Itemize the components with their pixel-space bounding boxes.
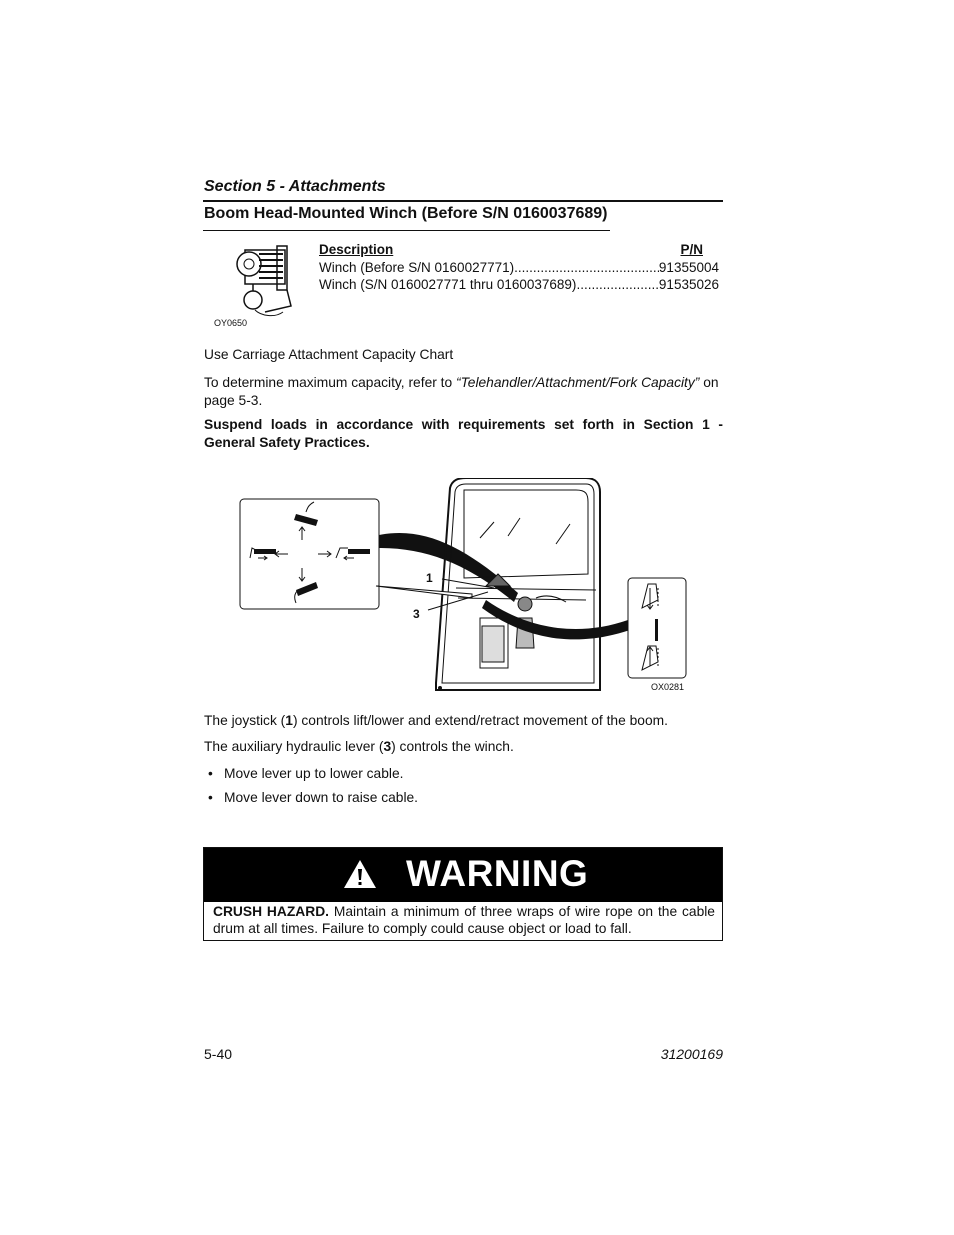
leader-dots [576,276,658,293]
capacity-chart-note: Use Carriage Attachment Capacity Chart [204,347,454,362]
warning-text [213,903,715,937]
reference-text-b: on page 5-3. [204,375,719,408]
aux-text-a: The auxiliary hydraulic lever ( [204,739,384,754]
joystick-text-a: The joystick ( [204,713,286,728]
joystick-number: 1 [285,713,293,728]
warning-box [203,847,723,941]
reference-text-a: To determine maximum capacity, refer to [204,375,457,390]
bullet-text: Move lever down to raise cable. [224,790,419,805]
title-underline [203,230,610,231]
bullet-icon: • [208,766,213,781]
safety-instruction: Suspend loads in accordance with requirements set forth in Section 1 - General Safety Practices. [204,417,723,450]
cab-controls-illustration [236,478,688,700]
part-description: Winch (Before S/N 0160027771) [319,260,515,275]
aux-text-b: ) controls the winch. [391,739,514,754]
capacity-reference [204,374,723,410]
table-row [319,276,719,293]
table-header [319,242,719,259]
warning-body: Maintain a minimum of three wraps of wire rope on the cable drum at all times. Failure to comply could cause object or load to fall. [213,904,715,936]
warning-header [204,848,722,902]
callout-joystick: 1 [426,571,433,585]
header-description: Description [319,242,394,257]
parts-table [319,242,719,293]
callout-aux-lever: 3 [413,607,420,621]
bullet-icon: • [208,790,213,805]
table-row [319,259,719,276]
document-number: 31200169 [660,1046,723,1062]
joystick-description [204,712,723,730]
figure-code: OX0281 [651,682,685,692]
capacity-link[interactable]: “Telehandler/Attachment/Fork Capacity” [456,375,700,390]
aux-lever-description [204,738,723,756]
page-number: 5-40 [204,1046,233,1062]
leader-dots [514,259,659,276]
bullet-text: Move lever up to lower cable. [224,766,404,781]
warning-triangle-icon [342,858,378,890]
header-pn: P/N [680,242,703,257]
part-number: 91535026 [658,277,719,292]
section-title: Section 5 - Attachments [204,178,386,195]
section-rule [203,200,723,202]
warning-title: WARNING [406,853,589,894]
part-number: 91355004 [658,260,719,275]
part-description: Winch (S/N 0160027771 thru 0160037689) [319,277,577,292]
list-item [208,789,418,807]
warning-lead: CRUSH HAZARD. [213,904,330,919]
joystick-text-b: ) controls lift/lower and extend/retract movement of the boom. [292,713,668,728]
page-title: Boom Head-Mounted Winch (Before S/N 0160037689) [204,205,608,222]
list-item [208,765,403,783]
aux-number: 3 [383,739,392,754]
winch-illustration [225,240,300,320]
image-code: OY0650 [214,318,248,328]
